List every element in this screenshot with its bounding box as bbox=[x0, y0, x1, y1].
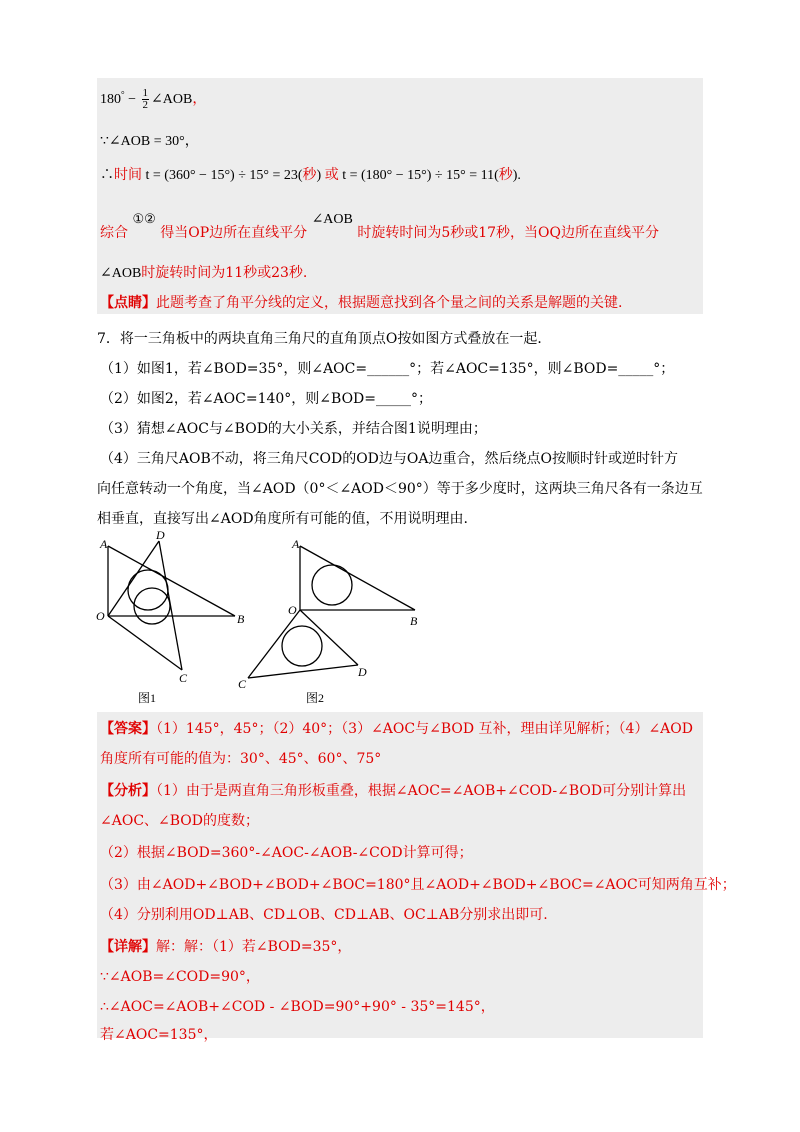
answer-text-1: （1）145°，45°；（2）40°；（3）∠AOC与∠BOD 互补，理由详见解析；（4）∠AOD bbox=[156, 721, 693, 737]
circled-numbers: ①② bbox=[132, 212, 156, 227]
analysis-line-5: （4）分别利用OD⊥AB、CD⊥OB、CD⊥AB、OC⊥AB分别求出即可. bbox=[100, 907, 548, 923]
fig2-label-b: B bbox=[410, 614, 418, 628]
summary-text-3: 时旋转时间为11秒或23秒. bbox=[141, 265, 308, 281]
geometry-figures bbox=[90, 530, 430, 710]
fig2-label-c: C bbox=[238, 677, 247, 691]
time-expression-2: t = (180° − 15°) ÷ 15° = 11( bbox=[342, 168, 499, 183]
answer-tag: 【答案】 bbox=[100, 721, 156, 737]
fraction-denominator: 2 bbox=[142, 99, 149, 112]
analysis-line-4: （3）由∠AOD+∠BOD+∠BOD+∠BOC=180°且∠AOD+∠BOD+∠BOC=∠AOC可知两角互补； bbox=[100, 877, 736, 893]
fig1-edge-ab bbox=[108, 546, 235, 616]
note-line bbox=[100, 292, 622, 312]
analysis-line-1 bbox=[100, 780, 686, 800]
unit-seconds-1: 秒 bbox=[302, 168, 317, 183]
fig2-circle-1 bbox=[312, 565, 352, 605]
angle-aob: ∠AOB bbox=[151, 92, 193, 107]
fig1-circle-2 bbox=[134, 588, 170, 624]
fraction-half bbox=[142, 88, 150, 111]
note-tag: 【点睛】 bbox=[100, 295, 156, 311]
solution-line-1 bbox=[100, 88, 206, 111]
detail-line-1 bbox=[100, 936, 351, 956]
paren-close-2: ). bbox=[512, 168, 521, 183]
fig2-edge-ab bbox=[300, 546, 415, 610]
time-expression-1: t = (360° − 15°) ÷ 15° = 23( bbox=[145, 168, 303, 183]
answer-line-1 bbox=[100, 718, 693, 738]
fig2-label-d: D bbox=[358, 665, 367, 679]
problem-7-part-2: （2）如图2，若∠AOC=140°，则∠BOD=_____°； bbox=[100, 391, 433, 407]
detail-line-4: 若∠AOC=135°， bbox=[100, 1027, 218, 1043]
value-180: 180 bbox=[100, 92, 121, 107]
fig1-label-b: B bbox=[237, 612, 245, 626]
fig2-caption: 图2 bbox=[306, 691, 325, 705]
fig2-edge-cd bbox=[248, 665, 358, 678]
summary-label: 综合 bbox=[100, 225, 128, 241]
summary-text-2: 时旋转时间为5秒或17秒，当OQ边所在直线平分 bbox=[357, 225, 660, 241]
solution-line-5 bbox=[100, 262, 307, 282]
fig2-circle-2 bbox=[282, 626, 322, 666]
fig1-edge-oc bbox=[108, 616, 182, 670]
fig1-label-d: D bbox=[156, 530, 165, 542]
fraction-numerator: 1 bbox=[142, 87, 149, 100]
solution-line-4 bbox=[100, 212, 660, 241]
analysis-tag: 【分析】 bbox=[100, 783, 156, 799]
fig2-edge-oc bbox=[248, 610, 300, 678]
problem-7-part-3: （3）猜想∠AOC与∠BOD的大小关系，并结合图1说明理由； bbox=[100, 421, 487, 437]
problem-7-part-4c: 相垂直，直接写出∠AOD角度所有可能的值，不用说明理由. bbox=[97, 511, 468, 527]
solution-line-3 bbox=[100, 164, 521, 184]
angle-aob: ∠AOB bbox=[311, 212, 353, 227]
fig1-label-a: A bbox=[100, 537, 108, 551]
angle-aob: ∠AOB bbox=[100, 266, 142, 281]
problem-7-part-4b: 向任意转动一个角度，当∠AOD（0°＜∠AOD＜90°）等于多少度时，这两块三角尺各有一条边互 bbox=[97, 481, 703, 497]
or-label: 或 bbox=[324, 168, 339, 183]
detail-line-3: ∴∠AOC=∠AOB+∠COD - ∠BOD=90°+90° - 35°=145°， bbox=[100, 999, 495, 1015]
fig2-label-a: A bbox=[292, 537, 300, 551]
summary-text-1: 得当OP边所在直线平分 bbox=[160, 225, 308, 241]
fig1-caption: 图1 bbox=[138, 691, 157, 705]
note-text: 此题考查了角平分线的定义，根据题意找到各个量之间的关系是解题的关键. bbox=[156, 295, 623, 311]
minus-sign: − bbox=[128, 92, 137, 107]
therefore-sign: ∴ bbox=[100, 168, 114, 183]
time-label: 时间 bbox=[114, 168, 142, 183]
fig2-label-o: O bbox=[288, 603, 297, 617]
solution-line-2: ∵∠AOB = 30°， bbox=[100, 134, 199, 149]
problem-7-part-4a: （4）三角尺AOB不动，将三角尺COD的OD边与OA边重合，然后绕点O按顺时针或逆时针方 bbox=[100, 451, 678, 467]
fig1-label-o: O bbox=[96, 609, 105, 623]
analysis-line-3: （2）根据∠BOD=360°-∠AOC-∠AOB-∠COD计算可得； bbox=[100, 845, 473, 861]
analysis-text-1: （1）由于是两直角三角形板重叠，根据∠AOC=∠AOB+∠COD-∠BOD可分别计算出 bbox=[156, 783, 687, 799]
unit-seconds-2: 秒 bbox=[498, 168, 513, 183]
detail-tag: 【详解】 bbox=[100, 939, 156, 955]
detail-line-2: ∵∠AOB=∠COD=90°， bbox=[100, 969, 260, 985]
paren-close-1: ) bbox=[316, 168, 322, 183]
analysis-line-2: ∠AOC、∠BOD的度数； bbox=[100, 813, 260, 829]
degree-sign: ° bbox=[121, 89, 125, 100]
fig1-label-c: C bbox=[179, 671, 188, 685]
comma: ， bbox=[192, 92, 207, 107]
answer-line-2: 角度所有可能的值为：30°、45°、60°、75° bbox=[100, 751, 382, 767]
detail-text-1: 解：解：（1）若∠BOD=35°， bbox=[156, 939, 352, 955]
fig2-edge-od bbox=[300, 610, 358, 665]
problem-7-part-1: （1）如图1，若∠BOD=35°，则∠AOC=______°；若∠AOC=135°，则∠BOD=_____°； bbox=[100, 361, 675, 377]
problem-7-title: 7．将一三角板中的两块直角三角尺的直角顶点O按如图方式叠放在一起． bbox=[97, 331, 552, 347]
